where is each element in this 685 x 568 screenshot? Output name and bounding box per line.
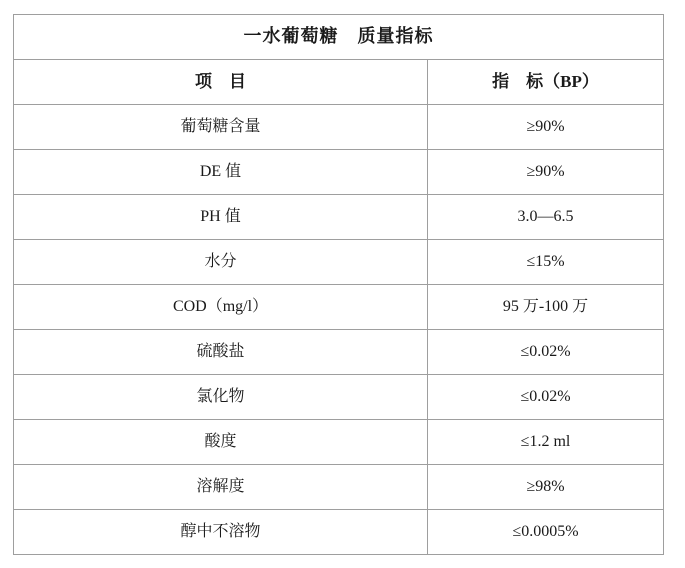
value-cell: ≤1.2 ml [428,420,664,465]
table-row [14,105,664,150]
value-cell: ≤0.02% [428,330,664,375]
header-row [14,60,664,105]
value-cell: 3.0—6.5 [428,195,664,240]
value-cell: 95 万-100 万 [428,285,664,330]
table-row [14,510,664,555]
value-cell: ≥90% [428,105,664,150]
item-cell: PH 值 [14,195,428,240]
table-row [14,195,664,240]
column-header-item: 项 目 [14,60,428,105]
column-header-indicator: 指 标（BP） [428,60,664,105]
item-cell: 溶解度 [14,465,428,510]
item-cell: 酸度 [14,420,428,465]
value-cell: ≤0.02% [428,375,664,420]
item-cell: 醇中不溶物 [14,510,428,555]
value-cell: ≥98% [428,465,664,510]
title-row [14,15,664,60]
table-title: 一水葡萄糖 质量指标 [14,15,664,60]
table-row [14,375,664,420]
value-cell: ≤0.0005% [428,510,664,555]
table-row [14,150,664,195]
item-cell: COD（mg/l） [14,285,428,330]
item-cell: 水分 [14,240,428,285]
table-row [14,330,664,375]
table-row [14,465,664,510]
table-row [14,420,664,465]
table-row [14,285,664,330]
item-cell: 氯化物 [14,375,428,420]
value-cell: ≤15% [428,240,664,285]
value-cell: ≥90% [428,150,664,195]
item-cell: 硫酸盐 [14,330,428,375]
table-row [14,240,664,285]
item-cell: 葡萄糖含量 [14,105,428,150]
quality-spec-table [13,14,664,555]
item-cell: DE 值 [14,150,428,195]
table-container [13,14,664,555]
